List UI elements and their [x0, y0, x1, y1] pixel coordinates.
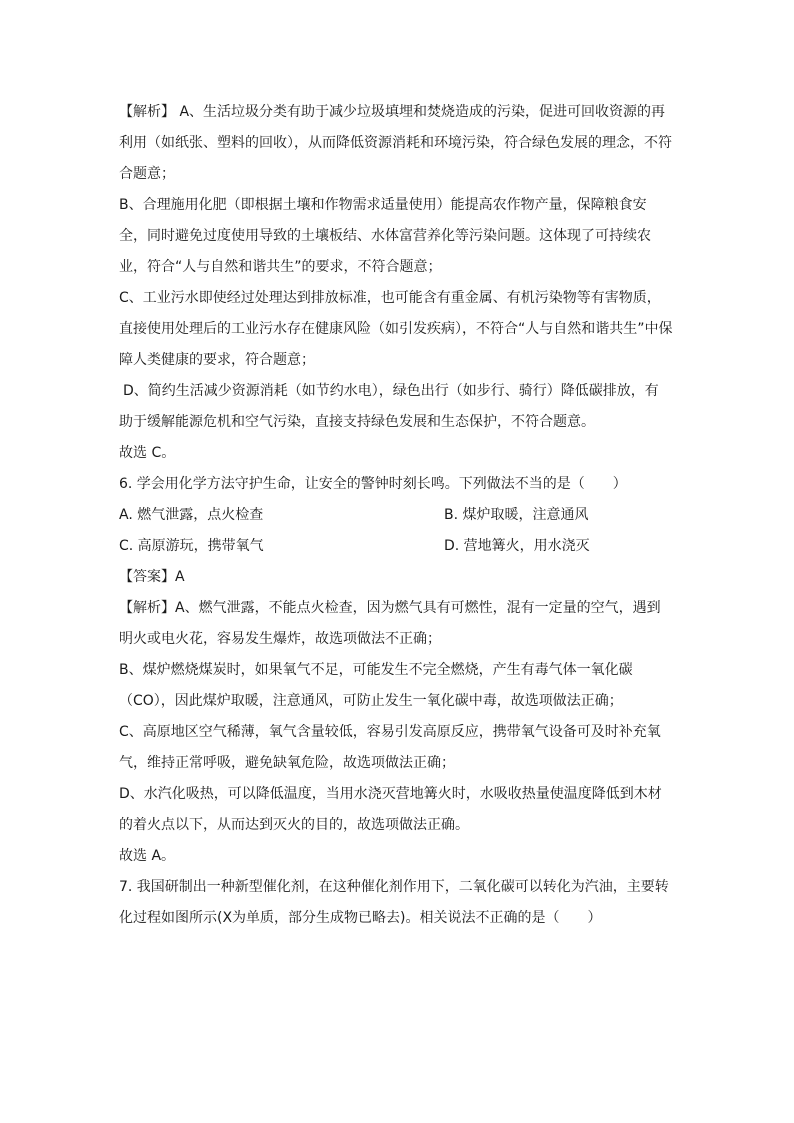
analysis-line: C、工业污水即使经过处理达到排放标准，也可能含有重金属、有机污染物等有害物质，: [119, 290, 661, 306]
analysis-line: 合题意；: [119, 166, 175, 182]
analysis-line: 气，维持正常呼吸，避免缺氧危险，故选项做法正确；: [119, 755, 455, 771]
analysis-line: B、煤炉燃烧煤炭时，如果氧气不足，可能发生不完全燃烧，产生有毒气体一氧化碳: [119, 662, 633, 678]
option-d: D. 营地篝火，用水浇灭: [444, 538, 590, 554]
option-c: C. 高原游玩，携带氧气: [119, 538, 264, 554]
question7: [119, 872, 679, 934]
conclusion-line: 故选 C。: [119, 445, 176, 461]
conclusion-line: 故选 A。: [119, 848, 176, 864]
question7-stem-line: 7. 我国研制出一种新型催化剂，在这种催化剂作用下，二氧化碳可以转化为汽油，主要转: [119, 879, 669, 895]
analysis-line: D、水汽化吸热，可以降低温度，当用水浇灭营地篝火时，水吸收热量使温度降低到木材: [119, 786, 662, 802]
analysis-line: （CO），因此煤炉取暖，注意通风，可防止发生一氧化碳中毒，故选项做法正确；: [119, 693, 623, 709]
analysis-line: 明火或电火花，容易发生爆炸，故选项做法不正确；: [119, 631, 441, 647]
analysis-line: 【解析】A、燃气泄露，不能点火检查，因为燃气具有可燃性，混有一定量的空气，遇到: [119, 600, 661, 616]
analysis-line: 助于缓解能源危机和空气污染，直接支持绿色发展和生态保护，不符合题意。: [119, 414, 595, 430]
analysis-line: 全，同时避免过度使用导致的土壤板结、水体富营养化等污染问题。这体现了可持续农: [119, 228, 651, 244]
question5-analysis: [119, 97, 679, 469]
question6: [119, 469, 679, 872]
analysis-line: D、简约生活减少资源消耗（如节约水电），绿色出行（如步行、骑行）降低碳排放，有: [123, 383, 659, 399]
question6-stem: 6. 学会用化学方法守护生命，让安全的警钟时刻长鸣。下列做法不当的是（ ）: [119, 476, 627, 492]
analysis-line: 【解析】 A、生活垃圾分类有助于减少垃圾填埋和焚烧造成的污染，促进可回收资源的再: [119, 104, 666, 120]
question7-stem-line: 化过程如图所示(X为单质，部分生成物已略去)。相关说法不正确的是（ ）: [119, 910, 602, 926]
question6-answer: 【答案】A: [119, 569, 185, 585]
analysis-line: C、高原地区空气稀薄，氧气含量较低，容易引发高原反应，携带氧气设备可及时补充氧: [119, 724, 661, 740]
option-b: B. 煤炉取暖，注意通风: [444, 507, 589, 523]
analysis-line: B、合理施用化肥（即根据土壤和作物需求适量使用）能提高农作物产量，保障粮食安: [119, 197, 647, 213]
page-content: [119, 97, 679, 934]
analysis-line: 直接使用处理后的工业污水存在健康风险（如引发疾病），不符合“人与自然和谐共生”中保: [119, 321, 673, 337]
analysis-line: 利用（如纸张、塑料的回收），从而降低资源消耗和环境污染，符合绿色发展的理念，不符: [119, 135, 672, 151]
question6-options: [119, 500, 679, 562]
analysis-line: 的着火点以下，从而达到灭火的目的，故选项做法正确。: [119, 817, 469, 833]
analysis-line: 业，符合“人与自然和谐共生”的要求，不符合题意；: [119, 259, 442, 275]
option-a: A. 燃气泄露，点火检查: [119, 507, 264, 523]
analysis-line: 障人类健康的要求，符合题意；: [119, 352, 315, 368]
